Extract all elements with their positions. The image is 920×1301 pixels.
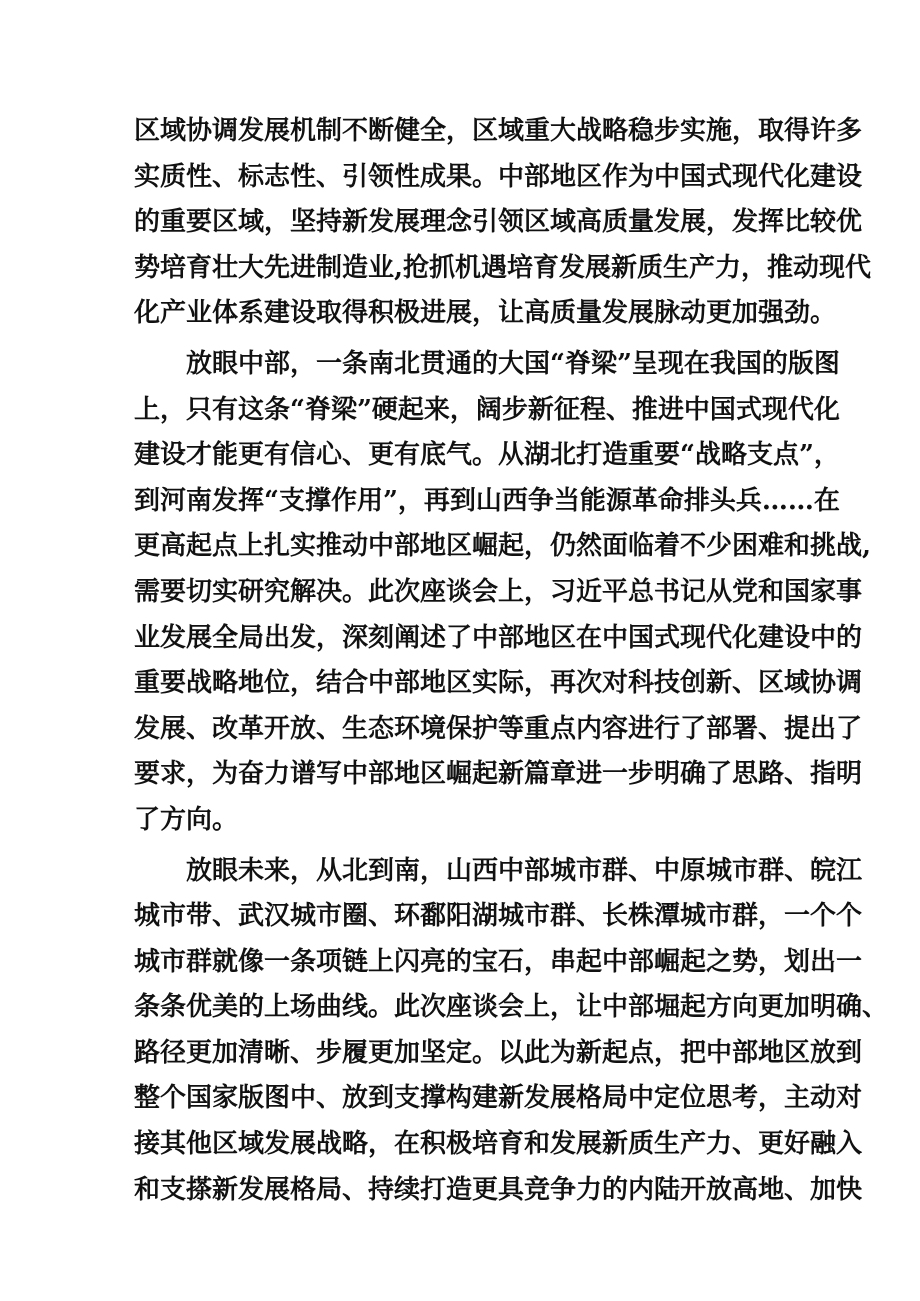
text-line: 和支搽新发展格局、持续打造更具竞争力的内陆开放高地、加快 (134, 1174, 863, 1205)
text-line: 区域协调发展机制不断健全，区域重大战略稳步实施，取得许多 (134, 116, 863, 146)
text-line: 城市群就像一条项链上闪亮的宝石，串起中部崛起之势，划出一 (134, 946, 863, 977)
text-line: 到河南发挥“支撑作用”，再到山西争当能源革命排头兵……在 (134, 485, 840, 516)
paragraph (134, 342, 872, 844)
text-line: 实质性、标志性、引领性成果。中部地区作为中国式现代化建设 (134, 161, 863, 192)
text-line: 业发展全局出发，深刻阐述了中部地区在中国式现代化建设中的 (134, 622, 863, 653)
text-line: 的重要区域，坚持新发展理念引领区域高质量发展，发挥比较优 (134, 207, 863, 238)
text-line: 接其他区域发展战略，在积极培育和发展新质生产力、更好融入 (134, 1129, 863, 1160)
text-line: 化产业体系建设取得积极进展，让高质量发展脉动更加强劲。 (134, 298, 837, 329)
text-line: 更高起点上扎实推动中部地区崛起，仍然面临着不少困难和挑战, (134, 531, 872, 562)
paragraph (134, 109, 872, 337)
text-line: 建设才能更有信心、更有底气。从湖北打造重要“战略支点”， (134, 440, 840, 471)
text-line: 放眼中部，一条南北贯通的大国“脊梁”呈现在我国的版图 (186, 348, 840, 379)
text-line: 重要战略地位，结合中部地区实际，再次对科技创新、区域协调 (134, 668, 863, 699)
text-line: 需要切实研究解决。此次座谈会上，习近平总书记从党和国家事 (134, 576, 863, 607)
text-line: 路径更加清晰、步履更加坚定。以此为新起点，把中部地区放到 (134, 1037, 863, 1068)
text-line: 上，只有这条“脊梁”硬起来，阔步新征程、推进中国式现代化 (134, 394, 840, 425)
text-line: 要求，为奋力谱写中部地区崛起新篇章进一步明确了思路、指明 (134, 759, 863, 790)
text-line: 整个国家版图中、放到支撑构建新发展格局中定位思考，主动对 (134, 1083, 863, 1114)
article-body (134, 109, 889, 1213)
text-line: 条条优美的上场曲线。此次座谈会上，让中部堀起方向更加明确、 (134, 992, 889, 1023)
text-line: 放眼未来，从北到南，山西中部城市群、中原城市群、皖江 (186, 855, 863, 886)
text-line: 城市带、武汉城市圈、环鄱阳湖城市群、长株潭城市群，一个个 (134, 901, 863, 932)
text-line: 了方向。 (134, 804, 239, 835)
text-line: 发展、改革开放、生态环境保护等重点内容进行了部署、提出了 (134, 713, 863, 744)
text-line: 势培育壮大先进制造业,抢抓机遇培育发展新质生产力，推动现代 (134, 252, 872, 283)
paragraph (134, 849, 889, 1214)
